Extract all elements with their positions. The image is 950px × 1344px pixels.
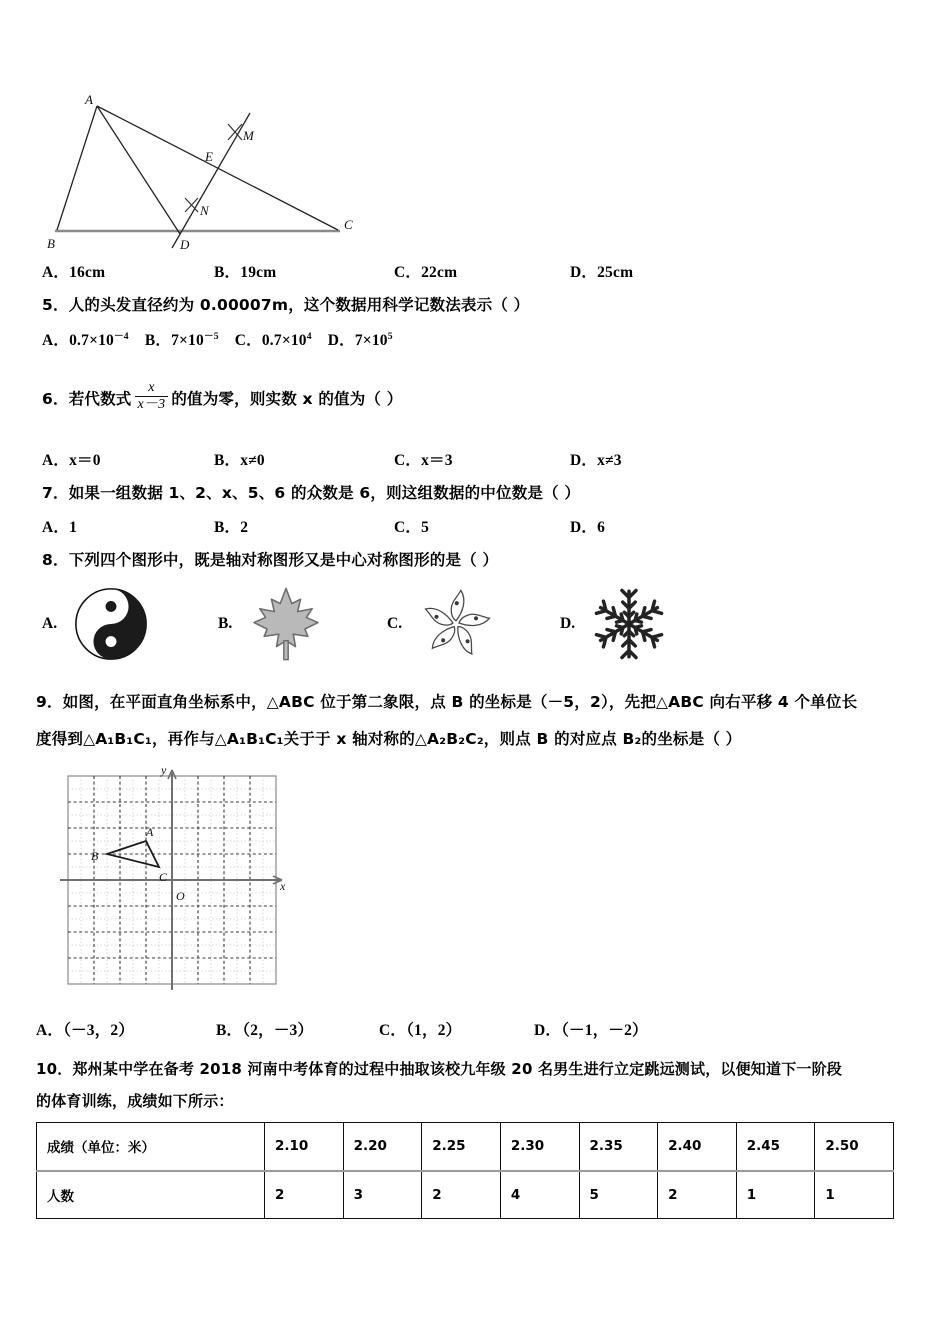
snowflake-icon — [581, 580, 676, 668]
q5-number: 5． — [42, 296, 69, 314]
q5-option-b-letter: B． — [144, 332, 172, 350]
q6-number: 6． — [42, 390, 69, 409]
q7-option-d[interactable] — [570, 515, 605, 537]
bauhinia-flower-icon — [408, 580, 503, 668]
q4-option-d-text: 25cm — [597, 264, 634, 281]
q6-option-c[interactable] — [394, 448, 570, 470]
q8-options-row — [42, 578, 702, 670]
table-cell-count-7: 1 — [736, 1171, 815, 1219]
table-cell-count-2: 3 — [343, 1171, 422, 1219]
q7-option-a[interactable] — [42, 515, 214, 537]
q5-option-d[interactable] — [328, 328, 393, 350]
q9-option-a-text: （－3，2） — [63, 1022, 135, 1039]
label-C: C — [344, 217, 353, 232]
q7-option-c[interactable] — [394, 515, 570, 537]
figure-triangle-abc — [45, 88, 375, 258]
q10-number: 10． — [36, 1060, 73, 1078]
table-cell-count-8: 1 — [815, 1171, 894, 1219]
q7-option-c-letter: C． — [394, 519, 422, 536]
q8-option-a-letter: A. — [42, 615, 58, 632]
q9-option-a-letter: A． — [36, 1022, 64, 1039]
label-B: B — [47, 236, 55, 251]
q6-option-d-letter: D． — [570, 452, 598, 469]
q4-option-a-letter: A． — [42, 264, 70, 281]
table-cell-count-1: 2 — [265, 1171, 344, 1219]
table-cell-score-3: 2.25 — [422, 1123, 501, 1171]
q6-fraction-numerator: x — [148, 380, 155, 395]
q9-option-d-letter: D． — [534, 1022, 562, 1039]
q6-stem-before: 若代数式 — [68, 390, 132, 409]
q4-option-b-letter: B． — [214, 264, 241, 281]
q9-stem-line1 — [36, 690, 931, 714]
q5-options-row — [42, 328, 662, 350]
table-cell-score-6: 2.40 — [658, 1123, 737, 1171]
q5-option-c-base: 0.7×10 — [261, 332, 307, 349]
q4-option-d[interactable] — [570, 260, 633, 282]
q7-option-a-text: 1 — [69, 519, 78, 536]
table-cell-score-2: 2.20 — [343, 1123, 422, 1171]
triangle-abc-svg — [45, 88, 375, 258]
q7-option-b-letter: B． — [214, 519, 241, 536]
q9-option-d[interactable] — [534, 1018, 648, 1040]
q10-stem-line2 — [36, 1090, 931, 1113]
q7-stem — [42, 481, 922, 505]
label-M: M — [243, 128, 254, 143]
q9-option-c[interactable] — [379, 1018, 534, 1040]
q5-option-d-exp: 5 — [387, 330, 393, 342]
table-row-header-count: 人数 — [37, 1171, 265, 1219]
table-cell-count-3: 2 — [422, 1171, 501, 1219]
q4-option-d-letter: D． — [570, 264, 598, 281]
q4-option-a-text: 16cm — [69, 264, 106, 281]
q6-option-c-text: x＝3 — [421, 452, 453, 469]
q9-option-a[interactable] — [36, 1018, 216, 1040]
q5-option-b-exp: －5 — [203, 331, 219, 342]
label-D: D — [180, 237, 190, 252]
coordinate-plane-svg — [48, 762, 296, 1008]
q9-line1-text: 如图，在平面直角坐标系中，△ABC 位于第二象限，点 B 的坐标是（－5，2），先把△ABC 向右平移 4 个单位长 — [62, 693, 858, 711]
grid-label-B: B — [91, 849, 99, 863]
grid-label-x-axis: x — [280, 879, 286, 893]
q9-option-b[interactable] — [216, 1018, 379, 1040]
q5-option-d-letter: D． — [327, 332, 355, 349]
figure-coordinate-plane — [48, 762, 296, 1008]
q8-option-d-letter: D. — [560, 615, 576, 632]
q9-stem-line2 — [36, 727, 931, 751]
q7-options-row — [42, 515, 662, 537]
q5-option-a[interactable] — [42, 328, 129, 350]
q4-option-c-letter: C． — [394, 264, 422, 281]
q7-option-b[interactable] — [214, 515, 394, 537]
q6-fraction-denominator: x－3 — [137, 397, 166, 413]
q5-option-b-base: 7×10 — [171, 332, 204, 350]
q7-option-b-text: 2 — [240, 519, 249, 536]
q5-option-d-base: 7×10 — [354, 332, 388, 349]
maple-leaf-icon — [238, 580, 333, 668]
q5-stem-text: 人的头发直径约为 0.00007m，这个数据用科学记数法表示（ ） — [68, 296, 530, 314]
q7-stem-text: 如果一组数据 1、2、x、5、6 的众数是 6，则这组数据的中位数是（ ） — [68, 484, 581, 502]
q4-option-b-text: 19cm — [240, 264, 277, 281]
table-row — [37, 1123, 894, 1171]
q5-option-a-letter: A． — [42, 332, 70, 350]
table-cell-score-1: 2.10 — [265, 1123, 344, 1171]
q5-option-a-exp: －4 — [114, 331, 129, 342]
q9-options-row — [36, 1018, 736, 1040]
q6-stem-after: 的值为零，则实数 x 的值为（ ） — [171, 390, 403, 409]
grid-label-C: C — [159, 870, 168, 884]
q6-option-b[interactable] — [214, 448, 394, 470]
q8-option-a[interactable] — [42, 578, 158, 670]
q6-fraction — [135, 381, 169, 413]
q7-option-a-letter: A． — [42, 519, 70, 536]
q7-option-c-text: 5 — [421, 519, 430, 536]
table-cell-count-5: 5 — [579, 1171, 658, 1219]
q9-number: 9． — [36, 693, 63, 711]
q7-option-d-letter: D． — [570, 519, 598, 536]
label-E: E — [205, 149, 213, 164]
q6-stem — [42, 380, 922, 415]
q6-option-a[interactable] — [42, 448, 214, 470]
q5-option-c-letter: C． — [234, 332, 262, 349]
q9-option-c-text: （1，2） — [406, 1022, 462, 1039]
q4-option-c-text: 22cm — [421, 264, 458, 281]
yin-yang-icon — [63, 580, 158, 668]
q6-option-b-letter: B． — [214, 452, 241, 469]
q8-option-b-letter: B. — [218, 615, 233, 632]
q7-option-d-text: 6 — [597, 519, 606, 536]
q6-option-c-letter: C． — [394, 452, 422, 469]
q6-option-a-letter: A． — [42, 452, 70, 469]
q4-option-c[interactable] — [394, 260, 570, 282]
grid-label-A: A — [146, 825, 154, 839]
q5-option-c-exp: 4 — [306, 330, 312, 342]
q9-option-d-text: （－1，－2） — [561, 1022, 648, 1039]
q6-option-d-text: x≠3 — [597, 452, 622, 469]
grid-label-origin: O — [176, 889, 185, 903]
q8-option-d[interactable] — [560, 578, 676, 670]
q10-line1-text: 郑州某中学在备考 2018 河南中考体育的过程中抽取该校九年级 20 名男生进行立定跳远测试，以便知道下一阶段 — [72, 1060, 842, 1078]
q6-options-row — [42, 448, 662, 470]
q5-option-c[interactable] — [235, 328, 312, 350]
q10-line2-text: 的体育训练，成绩如下所示： — [36, 1092, 234, 1110]
q9-option-b-letter: B． — [216, 1022, 243, 1039]
label-N: N — [200, 203, 209, 218]
long-jump-scores-table — [36, 1122, 894, 1219]
q5-stem — [42, 293, 922, 317]
table-cell-score-7: 2.45 — [736, 1123, 815, 1171]
table-cell-score-4: 2.30 — [500, 1123, 579, 1171]
q7-number: 7． — [42, 484, 69, 502]
q5-option-b[interactable] — [145, 328, 219, 350]
q9-option-b-text: （2，－3） — [242, 1022, 314, 1039]
q9-option-c-letter: C． — [379, 1022, 407, 1039]
q4-options-row — [42, 260, 662, 282]
q8-option-b[interactable] — [218, 578, 333, 670]
q5-option-a-base: 0.7×10 — [69, 332, 115, 350]
q4-option-b[interactable] — [214, 260, 394, 282]
table-cell-score-5: 2.35 — [579, 1123, 658, 1171]
q6-option-a-text: x＝0 — [69, 452, 101, 469]
label-A: A — [85, 92, 93, 107]
q8-number: 8． — [42, 551, 69, 569]
table-cell-count-4: 4 — [500, 1171, 579, 1219]
table-row — [37, 1171, 894, 1219]
q8-stem — [42, 548, 922, 572]
q8-stem-text: 下列四个图形中，既是轴对称图形又是中心对称图形的是（ ） — [68, 551, 499, 569]
table-cell-score-8: 2.50 — [815, 1123, 894, 1171]
q8-option-c-letter: C. — [387, 615, 403, 632]
grid-label-y-axis: y — [161, 763, 167, 777]
table-row-header-scores: 成绩（单位：米） — [37, 1123, 265, 1171]
q6-option-d[interactable] — [570, 448, 622, 470]
q10-stem-line1 — [36, 1058, 931, 1081]
q4-option-a[interactable] — [42, 260, 214, 282]
q9-line2-text: 度得到△A₁B₁C₁，再作与△A₁B₁C₁关于于 x 轴对称的△A₂B₂C₂，则点 B 的对应点 B₂的坐标是（ ） — [36, 730, 742, 748]
q6-option-b-text: x≠0 — [240, 452, 265, 469]
q8-option-c[interactable] — [387, 578, 503, 670]
table-cell-count-6: 2 — [658, 1171, 737, 1219]
